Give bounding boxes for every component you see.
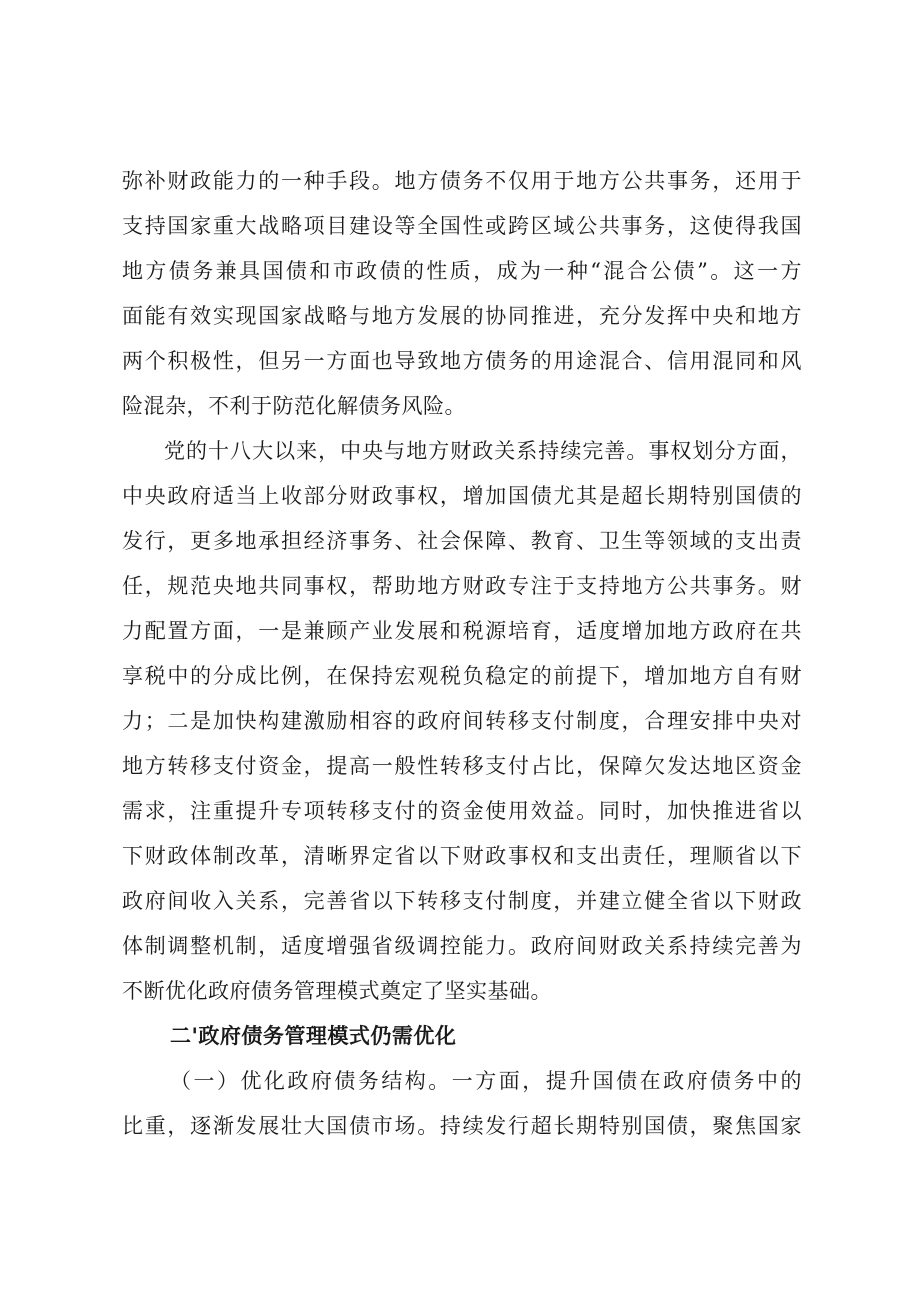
text-line: 任，规范央地共同事权，帮助地方财政专注于支持地方公共事务。财 (122, 574, 802, 598)
text-line: 党的十八大以来，中央与地方财政关系持续完善。事权划分方面， (164, 439, 802, 463)
text-line: 需求，注重提升专项转移支付的资金使用效益。同时，加快推进省以 (122, 799, 802, 823)
text-line: 不断优化政府债务管理模式奠定了坚实基础。 (122, 979, 552, 1003)
text-line: 体制调整机制，适度增强省级调控能力。政府间财政关系持续完善为 (122, 934, 802, 958)
text-line: （一）优化政府债务结构。一方面，提升国债在政府债务中的 (170, 1069, 802, 1093)
text-line: 力；二是加快构建激励相容的政府间转移支付制度，合理安排中央对 (122, 709, 802, 733)
text-line: 地方债务兼具国债和市政债的性质，成为一种“混合公债”。这一方 (122, 259, 802, 283)
text-line: 发行，更多地承担经济事务、社会保障、教育、卫生等领域的支出责 (122, 529, 802, 553)
text-line: 支持国家重大战略项目建设等全国性或跨区域公共事务，这使得我国 (122, 214, 802, 238)
text-line: 下财政体制改革，清晰界定省以下财政事权和支出责任，理顺省以下 (122, 844, 802, 868)
text-line: 弥补财政能力的一种手段。地方债务不仅用于地方公共事务，还用于 (122, 169, 802, 193)
text-line: 险混杂，不利于防范化解债务风险。 (122, 394, 466, 418)
text-line: 享税中的分成比例，在保持宏观税负稳定的前提下，增加地方自有财 (122, 664, 802, 688)
text-line: 地方转移支付资金，提高一般性转移支付占比，保障欠发达地区资金 (122, 754, 802, 778)
text-line: 比重，逐渐发展壮大国债市场。持续发行超长期特别国债，聚焦国家 (122, 1114, 802, 1138)
text-line: 面能有效实现国家战略与地方发展的协同推进，充分发挥中央和地方 (122, 304, 802, 328)
text-line: 政府间收入关系，完善省以下转移支付制度，并建立健全省以下财政 (122, 889, 802, 913)
text-line: 中央政府适当上收部分财政事权，增加国债尤其是超长期特别国债的 (122, 484, 802, 508)
section-heading: 二'政府债务管理模式仍需优化 (170, 1024, 457, 1048)
text-line: 两个积极性，但另一方面也导致地方债务的用途混合、信用混同和风 (122, 349, 802, 373)
text-line: 力配置方面，一是兼顾产业发展和税源培育，适度增加地方政府在共 (122, 619, 802, 643)
